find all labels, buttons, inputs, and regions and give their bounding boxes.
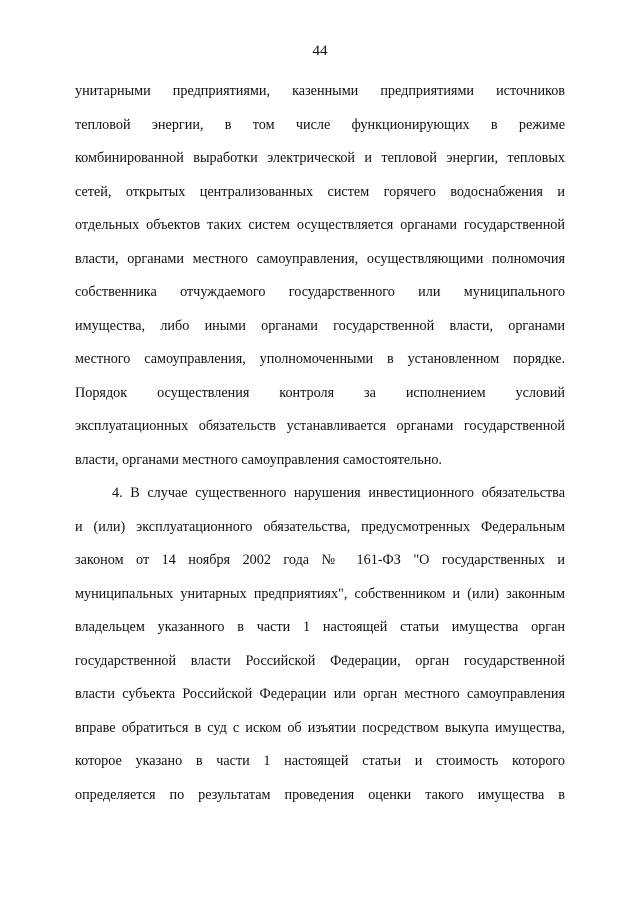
paragraph xyxy=(75,80,565,482)
paragraph xyxy=(75,482,565,817)
text-line: которое указано в части 1 настоящей статьи и стоимость которого xyxy=(75,753,565,769)
text-line: и (или) эксплуатационного обязательства, предусмотренных Федеральным xyxy=(75,518,565,535)
text-line: муниципальных унитарных предприятиях", собственником и (или) законным xyxy=(75,585,565,602)
text-line: тепловой энергии, в том числе функционирующих в режиме xyxy=(75,116,565,133)
text-line: определяется по результатам проведения оценки такого имущества в xyxy=(75,786,565,803)
text-line: собственника отчуждаемого государственного или муниципального xyxy=(75,284,565,300)
text-line: власти субъекта Российской Федерации или орган местного самоуправления xyxy=(75,686,565,702)
text-line: комбинированной выработки электрической и тепловой энергии, тепловых xyxy=(75,150,565,166)
text-line: владельцем указанного в части 1 настоящей статьи имущества орган xyxy=(75,619,565,635)
text-line: власти, органами местного самоуправления самостоятельно. xyxy=(75,451,442,468)
text-line: унитарными предприятиями, казенными предприятиями источников xyxy=(75,83,565,99)
text-line: имущества, либо иными органами государственной власти, органами xyxy=(75,317,565,334)
text-line: вправе обратиться в суд с иском об изъятии посредством выкупа имущества, xyxy=(75,719,565,736)
text-line: власти, органами местного самоуправления, осуществляющими полномочия xyxy=(75,250,565,267)
text-line: государственной власти Российской Федерации, орган государственной xyxy=(75,652,565,669)
text-line: сетей, открытых централизованных систем горячего водоснабжения и xyxy=(75,183,565,200)
text-line: местного самоуправления, уполномоченными в установленном порядке. xyxy=(75,351,565,367)
text-line: эксплуатационных обязательств устанавливается органами государственной xyxy=(75,418,565,434)
page-number: 44 xyxy=(312,43,328,59)
text-line: отдельных объектов таких систем осуществляется органами государственной xyxy=(75,217,565,233)
text-line: законом от 14 ноября 2002 года № 161-ФЗ "О государственных и xyxy=(75,552,565,568)
document-body xyxy=(75,80,565,817)
text-line: Порядок осуществления контроля за исполнением условий xyxy=(75,384,565,401)
text-line: 4. В случае существенного нарушения инвестиционного обязательства xyxy=(112,485,565,501)
